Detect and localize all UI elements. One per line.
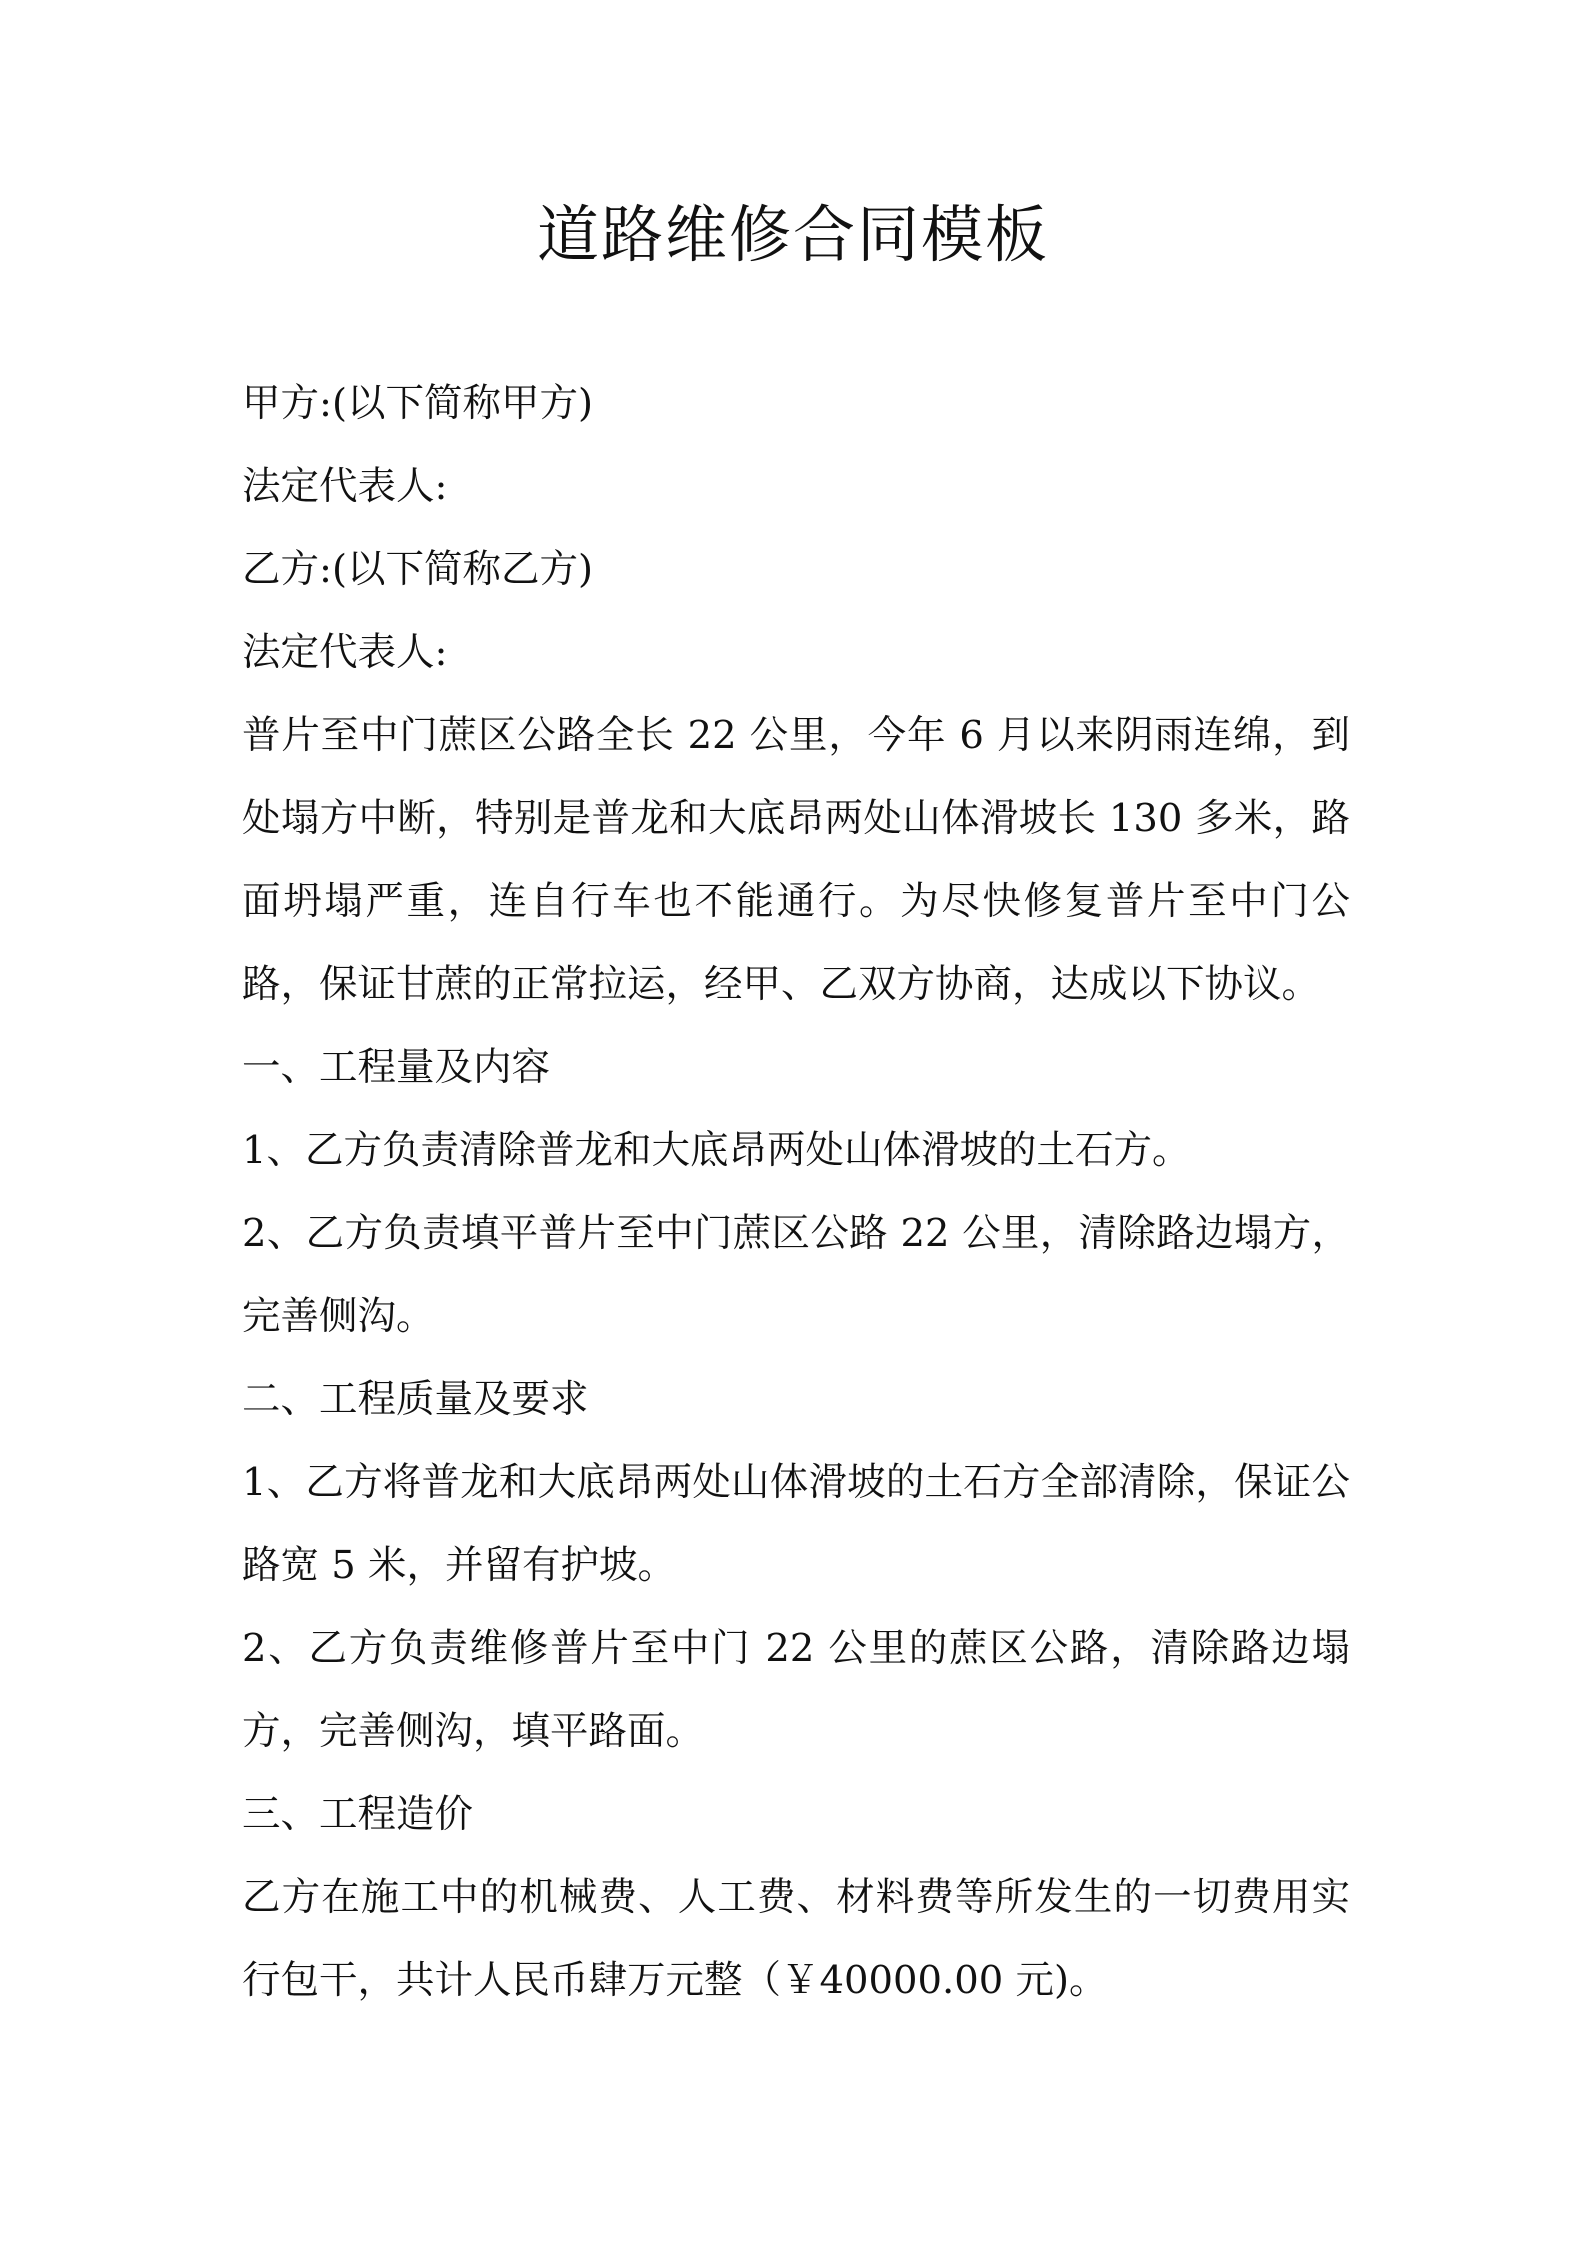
party-a-line: 甲方:(以下简称甲方) [242,381,594,426]
party-a-representative-line: 法定代表人: [242,464,448,509]
section-3-text: 乙方在施工中的机械费、人工费、材料费等所发生的一切费用实行包干，共计人民币肆万元整（￥40000.00 元)。 [242,1875,1350,2003]
section-1-item-1: 1、乙方负责清除普龙和大底昂两处山体滑坡的土石方。 [242,1128,1191,1173]
section-2-heading: 二、工程质量及要求 [242,1377,589,1422]
document-body [242,362,1350,2022]
document-title: 道路维修合同模板 [536,198,1049,271]
section-1-item-2: 2、乙方负责填平普片至中门蔗区公路 22 公里，清除路边塌方，完善侧沟。 [242,1211,1350,1339]
party-b-representative-line: 法定代表人: [242,630,448,675]
section-2-item-2: 2、乙方负责维修普片至中门 22 公里的蔗区公路，清除路边塌方，完善侧沟，填平路面。 [242,1626,1350,1754]
party-b-line: 乙方:(以下简称乙方) [242,547,594,592]
section-1-heading: 一、工程量及内容 [242,1045,551,1090]
section-3-heading: 三、工程造价 [242,1792,474,1837]
section-2-item-1: 1、乙方将普龙和大底昂两处山体滑坡的土石方全部清除，保证公路宽 5 米，并留有护坡。 [242,1460,1350,1588]
intro-paragraph: 普片至中门蔗区公路全长 22 公里，今年 6 月以来阴雨连绵，到处塌方中断，特别是普龙和大底昂两处山体滑坡长 130 多米，路面坍塌严重，连自行车也不能通行。为尽快修复普片至中门公路，保证甘蔗的正常拉运，经甲、乙双方协商，达成以下协议。 [242,713,1350,1007]
